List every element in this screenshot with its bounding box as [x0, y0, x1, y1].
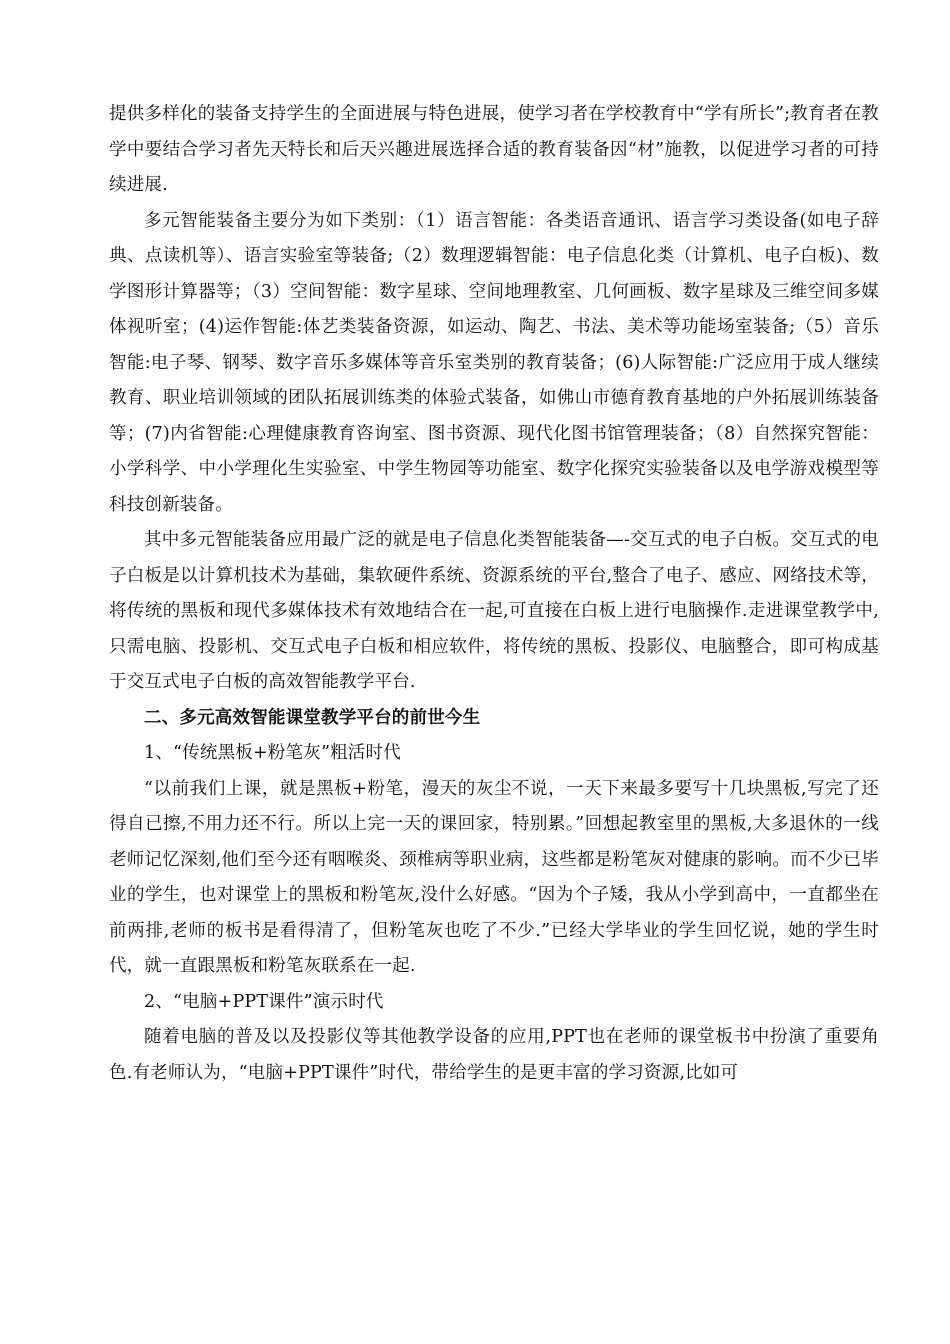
- paragraph-equipment-categories: 多元智能装备主要分为如下类别：（1）语言智能：各类语音通讯、语言学习类设备(如电子辞典、点读机等）、语言实验室等装备;（2）数理逻辑智能：电子信息化类（计算机、电子白板)、数学图形计算器等；（3）空间智能：数字星球、空间地理教室、几何画板、数字星球及三维空间多媒体视听室；(4)运作智能:体艺类装备资源，如运动、陶艺、书法、美术等功能场室装备;（5）音乐智能:电子琴、钢琴、数字音乐多媒体等音乐室类别的教育装备；(6)人际智能:广泛应用于成人继续教育、职业培训领域的团队拓展训练类的体验式装备，如佛山市德育教育基地的户外拓展训练装备等；(7)内省智能:心理健康教育咨询室、图书资源、现代化图书馆管理装备；（8）自然探究智能：小学科学、中小学理化生实验室、中学生物园等功能室、数字化探究实验装备以及电学游戏模型等科技创新装备。: [109, 210, 879, 515]
- paragraph-continuation: 提供多样化的装备支持学生的全面进展与特色进展，使学习者在学校教育中“学有所长”;教育者在教学中要结合学习者先天特长和后天兴趣进展选择合适的教育装备因“材”施教，以促进学习者的可持续进展.: [109, 104, 879, 195]
- subsection-heading-blackboard: 1、“传统黑板+粉笔灰”粗活时代: [144, 743, 401, 763]
- subsection-heading-ppt: 2、“电脑+PPT课件”演示时代: [144, 991, 384, 1012]
- document-page: [109, 97, 879, 1091]
- paragraph-interactive-whiteboard: 其中多元智能装备应用最广泛的就是电子信息化类智能装备—-交互式的电子白板。交互式的电子白板是以计算机技术为基础，集软硬件系统、资源系统的平台,整合了电子、感应、网络技术等，将传统的黑板和现代多媒体技术有效地结合在一起,可直接在白板上进行电脑操作.走进课堂教学中,只需电脑、投影机、交互式电子白板和相应软件，将传统的黑板、投影仪、电脑整合，即可构成基于交互式电子白板的高效智能教学平台.: [109, 530, 879, 692]
- paragraph-blackboard-era: “以前我们上课，就是黑板+粉笔，漫天的灰尘不说，一天下来最多要写十几块黑板,写完了还得自已擦,不用力还不行。所以上完一天的课回家，特别累。”回想起教室里的黑板,大多退休的一线老师记忆深刻,他们至今还有咽喉炎、颈椎病等职业病，这些都是粉笔灰对健康的影响。而不少已毕业的学生，也对课堂上的黑板和粉笔灰,没什么好感。“因为个子矮，我从小学到高中，一直都坐在前两排,老师的板书是看得清了，但粉笔灰也吃了不少.”已经大学毕业的学生回忆说，她的学生时代，就一直跟黑板和粉笔灰联系在一起.: [109, 778, 879, 976]
- paragraph-ppt-era: 随着电脑的普及以及投影仪等其他教学设备的应用,PPT也在老师的课堂板书中扮演了重要角色.有老师认为，“电脑+PPT课件”时代，带给学生的是更丰富的学习资源,比如可: [109, 1027, 879, 1083]
- section-heading: 二、多元高效智能课堂教学平台的前世今生: [144, 707, 481, 728]
